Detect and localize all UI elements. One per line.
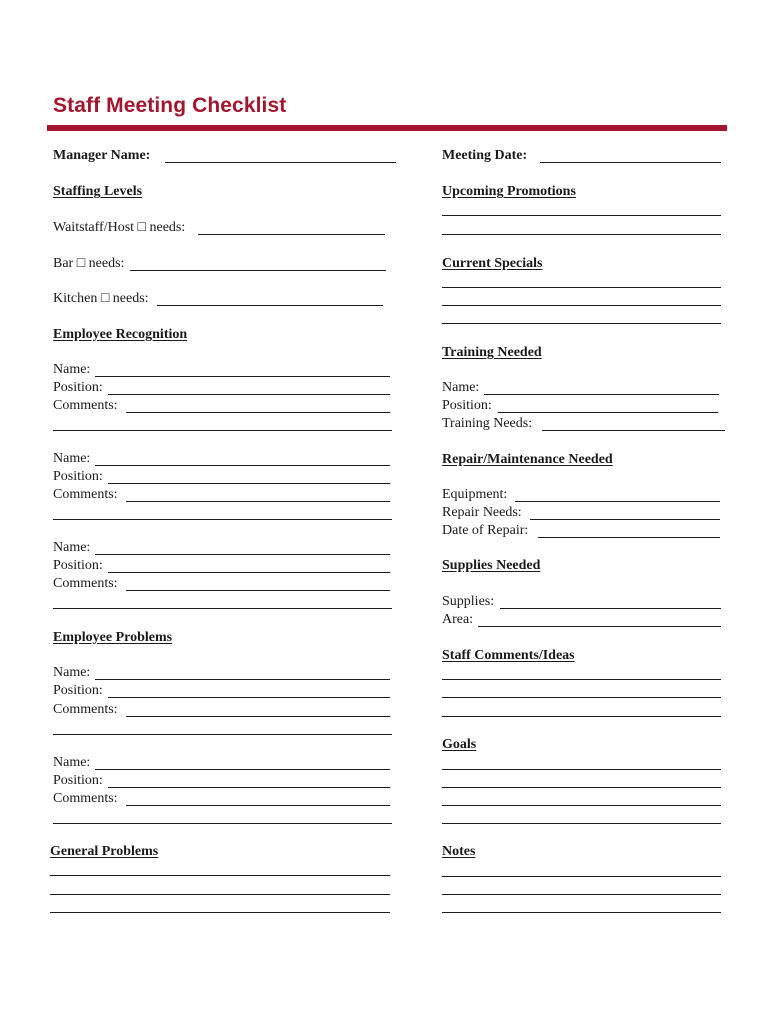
recognition-2-comments-line-2[interactable] (53, 519, 392, 520)
manager-name-field[interactable] (165, 162, 396, 163)
recognition-2-comments-label: Comments: (53, 487, 118, 502)
problem-2-position-field[interactable] (108, 787, 390, 788)
waitstaff-host-label: Waitstaff/Host □ needs: (53, 220, 186, 235)
goals-line-2[interactable] (442, 787, 721, 788)
recognition-3-name-label: Name: (53, 540, 91, 555)
problem-2-name-label: Name: (53, 755, 91, 770)
problem-1-name-field[interactable] (95, 679, 390, 680)
meeting-date-label: Meeting Date: (442, 148, 528, 163)
goals-line-1[interactable] (442, 769, 721, 770)
upcoming-promotions-heading: Upcoming Promotions (442, 184, 576, 199)
staff-comments-line-2[interactable] (442, 697, 721, 698)
recognition-1-name-field[interactable] (95, 376, 390, 377)
problem-1-name-label: Name: (53, 665, 91, 680)
general-problems-line-2[interactable] (50, 894, 390, 895)
recognition-1-position-label: Position: (53, 380, 103, 395)
problem-1-comments-field[interactable] (126, 716, 390, 717)
recognition-2-position-label: Position: (53, 469, 103, 484)
repair-needs-label: Repair Needs: (442, 505, 522, 520)
recognition-3-position-label: Position: (53, 558, 103, 573)
bar-needs-field[interactable] (130, 270, 386, 271)
employee-problems-heading: Employee Problems (53, 630, 173, 645)
recognition-3-comments-line-2[interactable] (53, 608, 392, 609)
training-needs-label: Training Needs: (442, 416, 533, 431)
notes-heading: Notes (442, 844, 476, 859)
recognition-2-name-field[interactable] (95, 465, 390, 466)
specials-line-2[interactable] (442, 305, 721, 306)
equipment-field[interactable] (515, 501, 720, 502)
notes-line-1[interactable] (442, 876, 721, 877)
training-position-label: Position: (442, 398, 492, 413)
recognition-3-comments-field[interactable] (126, 590, 390, 591)
supplies-field[interactable] (500, 608, 721, 609)
problem-2-comments-label: Comments: (53, 791, 118, 806)
date-of-repair-label: Date of Repair: (442, 523, 529, 538)
equipment-label: Equipment: (442, 487, 508, 502)
training-name-field[interactable] (484, 394, 719, 395)
general-problems-heading: General Problems (50, 844, 159, 859)
area-field[interactable] (478, 626, 721, 627)
recognition-3-position-field[interactable] (108, 572, 390, 573)
kitchen-needs-label: Kitchen □ needs: (53, 291, 149, 306)
page-title: Staff Meeting Checklist (53, 94, 287, 117)
recognition-1-position-field[interactable] (108, 394, 390, 395)
area-label: Area: (442, 612, 474, 627)
promotions-line-2[interactable] (442, 234, 721, 235)
recognition-1-comments-line-2[interactable] (53, 430, 392, 431)
supplies-label: Supplies: (442, 594, 495, 609)
recognition-1-name-label: Name: (53, 362, 91, 377)
problem-1-position-label: Position: (53, 683, 103, 698)
notes-line-3[interactable] (442, 912, 721, 913)
waitstaff-host-field[interactable] (198, 234, 385, 235)
training-name-label: Name: (442, 380, 480, 395)
problem-1-position-field[interactable] (108, 697, 390, 698)
recognition-2-comments-field[interactable] (126, 501, 390, 502)
repair-maintenance-heading: Repair/Maintenance Needed (442, 452, 613, 467)
problem-2-comments-line-2[interactable] (53, 823, 392, 824)
repair-needs-field[interactable] (530, 519, 720, 520)
bar-needs-label: Bar □ needs: (53, 256, 125, 271)
staffing-levels-heading: Staffing Levels (53, 184, 143, 199)
general-problems-line-3[interactable] (50, 912, 390, 913)
problem-2-position-label: Position: (53, 773, 103, 788)
title-rule (47, 125, 727, 131)
training-position-field[interactable] (498, 412, 718, 413)
recognition-3-name-field[interactable] (95, 554, 390, 555)
problem-1-comments-line-2[interactable] (53, 734, 392, 735)
recognition-1-comments-label: Comments: (53, 398, 118, 413)
promotions-line-1[interactable] (442, 215, 721, 216)
kitchen-needs-field[interactable] (157, 305, 383, 306)
problem-2-name-field[interactable] (95, 769, 390, 770)
recognition-2-name-label: Name: (53, 451, 91, 466)
staff-comments-line-1[interactable] (442, 679, 721, 680)
recognition-3-comments-label: Comments: (53, 576, 118, 591)
general-problems-line-1[interactable] (50, 875, 390, 876)
goals-line-4[interactable] (442, 823, 721, 824)
meeting-date-field[interactable] (540, 162, 721, 163)
training-needs-field[interactable] (542, 430, 725, 431)
manager-name-label: Manager Name: (53, 148, 151, 163)
date-of-repair-field[interactable] (538, 537, 720, 538)
supplies-needed-heading: Supplies Needed (442, 558, 541, 573)
goals-line-3[interactable] (442, 805, 721, 806)
employee-recognition-heading: Employee Recognition (53, 327, 188, 342)
recognition-1-comments-field[interactable] (126, 412, 390, 413)
notes-line-2[interactable] (442, 894, 721, 895)
staff-comments-line-3[interactable] (442, 716, 721, 717)
problem-1-comments-label: Comments: (53, 702, 118, 717)
current-specials-heading: Current Specials (442, 256, 543, 271)
specials-line-1[interactable] (442, 287, 721, 288)
training-needed-heading: Training Needed (442, 345, 542, 360)
problem-2-comments-field[interactable] (126, 805, 390, 806)
staff-comments-heading: Staff Comments/Ideas (442, 648, 575, 663)
recognition-2-position-field[interactable] (108, 483, 390, 484)
specials-line-3[interactable] (442, 323, 721, 324)
goals-heading: Goals (442, 737, 477, 752)
